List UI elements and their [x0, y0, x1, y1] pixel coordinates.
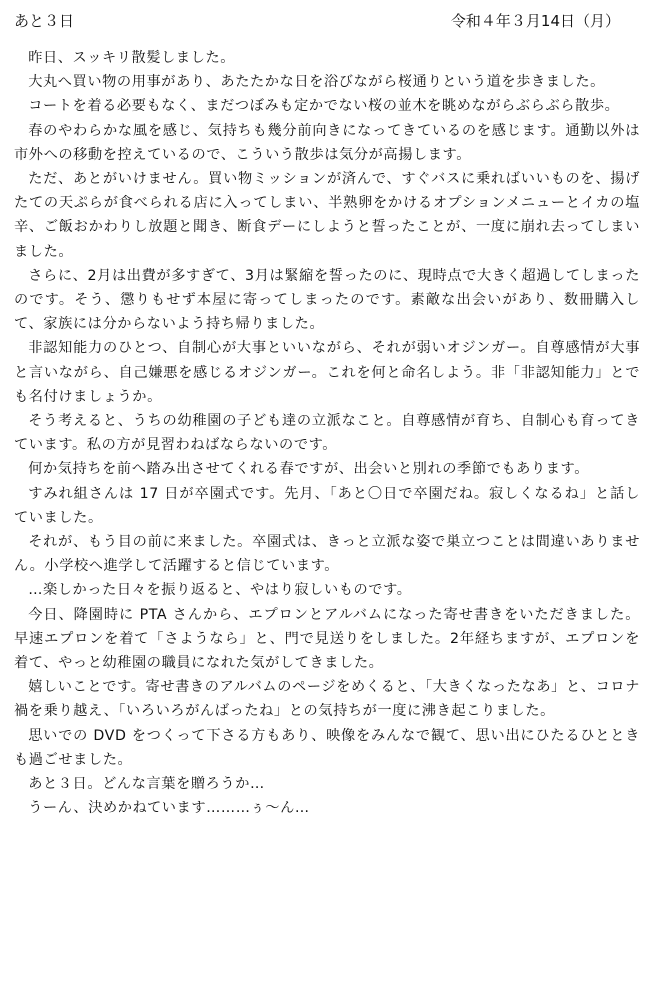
document-title: あと３日: [14, 12, 75, 30]
paragraph-6: さらに、2月は出費が多すぎて、3月は緊縮を誓ったのに、現時点で大きく超過してしまったのです。そう、懲りもせず本屋に寄ってしまったのです。素敵な出会いがあり、数冊購入して、家族には分からないよう持ち帰りました。: [14, 267, 640, 333]
paragraph-11: それが、もう目の前に来ました。卒園式は、きっと立派な姿で巣立つことは間違いありません。小学校へ進学して活躍すると信じています。: [14, 534, 640, 575]
paragraph-7: 非認知能力のひとつ、自制心が大事といいながら、それが弱いオジンガー。自尊感情が大事と言いながら、自己嫌悪を感じるオジンガー。これを何と命名しよう。非「非認知能力」とでも名付けましょうか。: [14, 340, 640, 405]
paragraph-3: コートを着る必要もなく、まだつぼみも定かでない桜の並木を眺めながらぶらぶら散歩。: [28, 98, 620, 115]
paragraph-12: …楽しかった日々を振り返ると、やはり寂しいものです。: [28, 582, 412, 599]
document-body: [14, 46, 640, 821]
paragraph-9: 何か気持ちを前へ踏み出させてくれる春ですが、出会いと別れの季節でもあります。: [28, 461, 589, 478]
paragraph-15: 思いでの DVD をつくって下さる方もあり、映像をみんなで観て、思い出にひたるひとときも過ごせました。: [14, 727, 640, 768]
document-date: 令和４年３月14日（月）: [450, 12, 620, 30]
paragraph-13: 今日、降園時に PTA さんから、エプロンとアルバムになった寄せ書きをいただきました。早速エプロンを着て「さようなら」と、門で見送りをしました。2年経ちますが、エプロンを着て、やっと幼稚園の職員になれた気がしてきました。: [14, 606, 640, 672]
paragraph-17: うーん、決めかねています………ぅ～ん…: [28, 800, 310, 817]
paragraph-2: 大丸へ買い物の用事があり、あたたかな日を浴びながら桜通りという道を歩きました。: [28, 74, 605, 91]
paragraph-8: そう考えると、うちの幼稚園の子ども達の立派なこと。自尊感情が育ち、自制心も育ってきています。私の方が見習わねばならないのです。: [14, 413, 640, 454]
paragraph-1: 昨日、スッキリ散髪しました。: [28, 50, 236, 66]
header: [14, 6, 640, 36]
paragraph-16: あと３日。どんな言葉を贈ろうか…: [28, 776, 265, 793]
paragraph-4: 春のやわらかな風を感じ、気持ちも幾分前向きになってきているのを感じます。通勤以外は市外への移動を控えているので、こういう散歩は気分が高揚します。: [14, 122, 640, 163]
paragraph-10: すみれ組さんは 17 日が卒園式です。先月、「あと〇日で卒園だね。寂しくなるね」と話していました。: [14, 485, 640, 526]
paragraph-5: ただ、あとがいけません。買い物ミッションが済んで、すぐバスに乗ればいいものを、揚げたての天ぷらが食べられる店に入ってしまい、半熟卵をかけるオプションメニューとイカの塩辛、ご飯おかわりし放題と聞き、断食デーにしようと誓ったことが、一度に崩れ去ってしまいました。: [14, 171, 640, 260]
paragraph-14: 嬉しいことです。寄せ書きのアルバムのページをめくると、「大きくなったなあ」と、コロナ禍を乗り越え、「いろいろがんばったね」との気持ちが一度に沸き起こりました。: [14, 679, 640, 720]
